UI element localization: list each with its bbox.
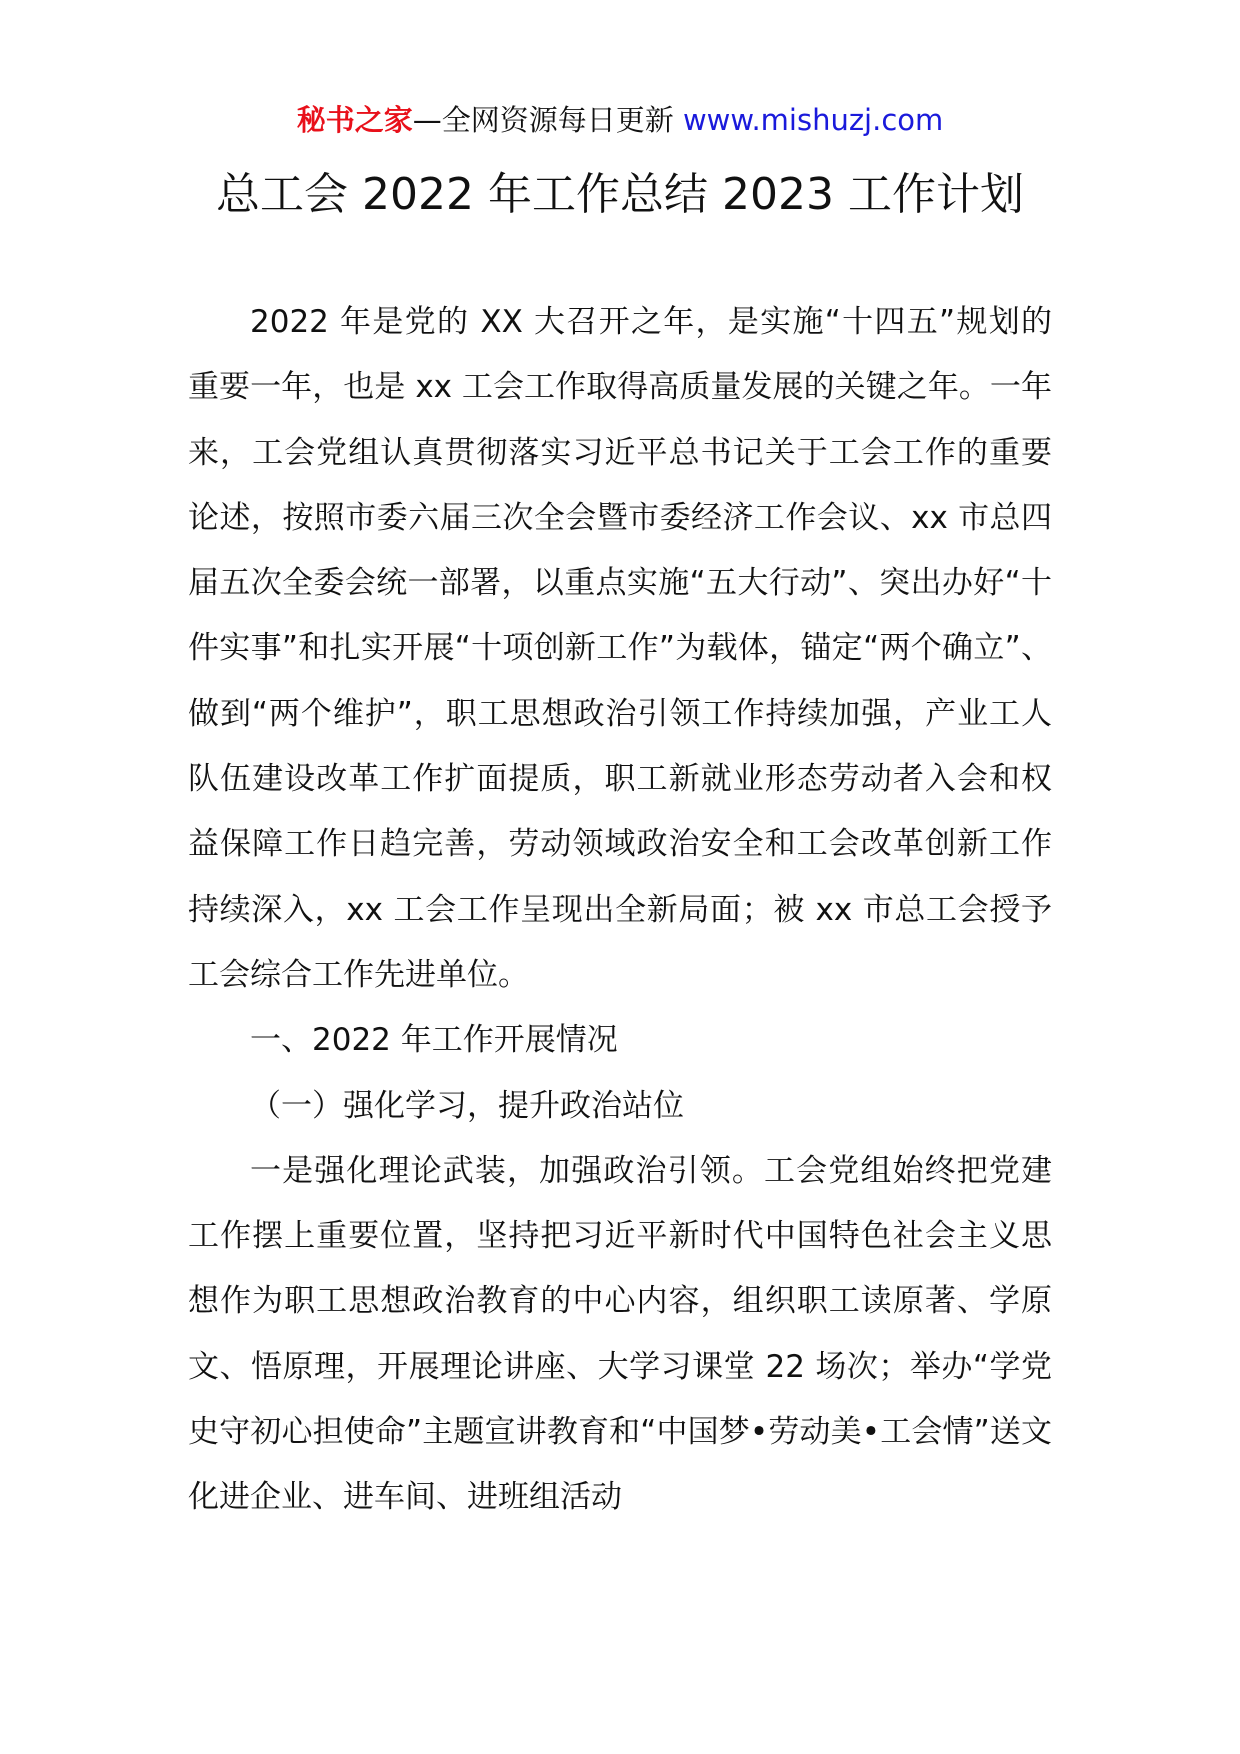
section-heading: 一、2022 年工作开展情况 <box>250 1022 618 1059</box>
intro-paragraph: 2022 年是党的 XX 大召开之年，是实施“十四五”规划的重要一年，也是 xx 工会工作取得高质量发展的关键之年。一年来，工会党组认真贯彻落实习近平总书记关于工会工作的重要论述，按照市委六届三次全会暨市委经济工作会议、xx 市总四届五次全委会统一部署，以重点实施“五大行动”、突出办好“十件实事”和扎实开展“十项创新工作”为载体，锚定“两个确立”、做到“两个维护”，职工思想政治引领工作持续加强，产业工人队伍建设改革工作扩面提质，职工新就业形态劳动者入会和权益保障工作日趋完善，劳动领域政治安全和工会改革创新工作持续深入，xx 工会工作呈现出全新局面；被 xx 市总工会授予工会综合工作先进单位。 <box>188 304 1052 993</box>
body-paragraph: 一是强化理论武装，加强政治引领。工会党组始终把党建工作摆上重要位置，坚持把习近平新时代中国特色社会主义思想作为职工思想政治教育的中心内容，组织职工读原著、学原文、悟原理，开展理论讲座、大学习课堂 22 场次；举办“学党史守初心担使命”主题宣讲教育和“中国梦•劳动美•工会情”送文化进企业、进车间、进班组活动 <box>188 1152 1052 1516</box>
header-tagline: —全网资源每日更新 <box>412 103 674 137</box>
site-header <box>0 100 1240 140</box>
brand-name: 秘书之家 <box>296 103 413 137</box>
subsection-heading: （一）强化学习，提升政治站位 <box>250 1087 684 1124</box>
site-url-link[interactable]: www.mishuzj.com <box>682 103 944 137</box>
document-body <box>188 290 1052 1531</box>
document-title: 总工会 2022 年工作总结 2023 工作计划 <box>216 169 1024 220</box>
